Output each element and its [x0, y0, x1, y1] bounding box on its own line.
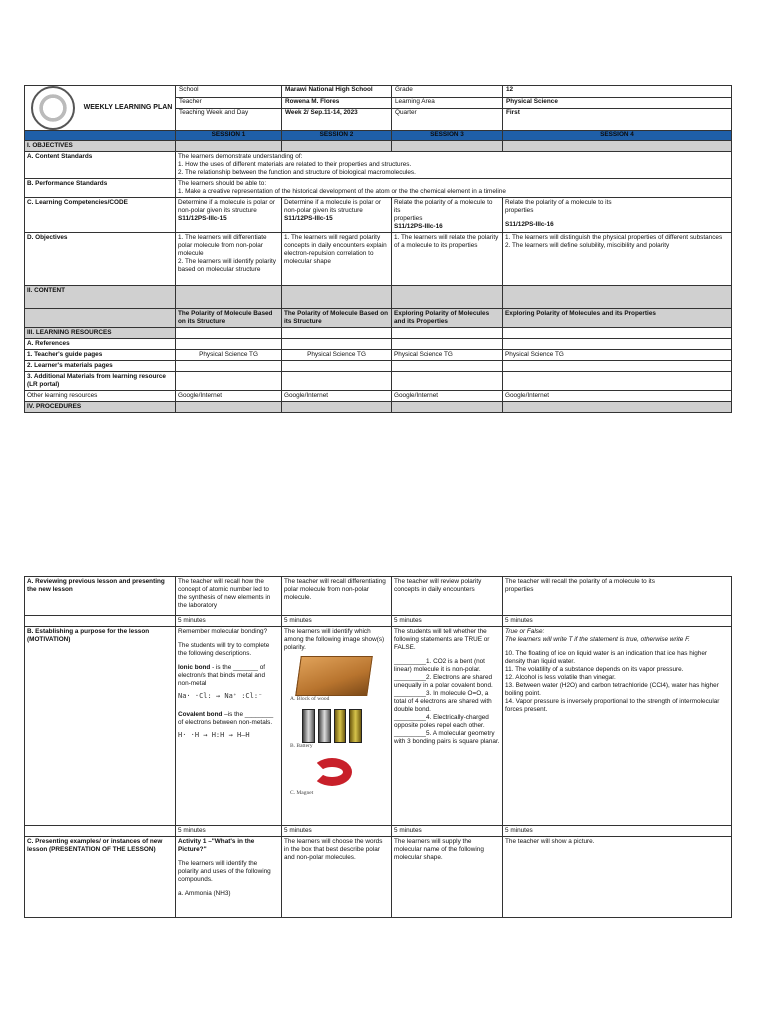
covalent-bond-equation: H· ·H → H:H → H—H [178, 730, 250, 739]
performance-standards-text: The learners should be able to: 1. Make a creative representation of the historical development of the atom or the the chemical element in a timeline [176, 179, 732, 198]
content-s3: Exploring Polarity of Molecules and its Properties [392, 309, 503, 328]
magnet-image [304, 756, 364, 790]
wood-block-image [295, 656, 373, 696]
references-label: A. References [25, 339, 176, 350]
deped-seal-icon [31, 86, 75, 130]
proc-c-s3: The learners will supply the molecular name of the following molecular shape. [392, 837, 503, 918]
tg-s1: Physical Science TG [176, 350, 282, 361]
weekly-plan-table [24, 85, 732, 413]
additional-materials-label: 3. Additional Materials from learning resource (LR portal) [25, 372, 176, 391]
proc-b-s2: The learners will identify which among the following image show(s) polarity. A. Block of wood B. Battery C. Magnet [282, 627, 392, 826]
area-value: Physical Science [503, 97, 732, 109]
session-4-header: SESSION 4 [503, 131, 732, 141]
tg-s2: Physical Science TG [282, 350, 392, 361]
minutes-a-s1: 5 minutes [176, 616, 282, 627]
grade-value: 12 [503, 86, 732, 98]
procedures-table [24, 576, 732, 918]
minutes-b-s2: 5 minutes [282, 826, 392, 837]
area-label: Learning Area [392, 97, 503, 109]
content-s1: The Polarity of Molecule Based on its Structure [176, 309, 282, 328]
teachers-guide-label: 1. Teacher's guide pages [25, 350, 176, 361]
proc-b-s1: Remember molecular bonding? The students will try to complete the following descriptions. Ionic bond - is the _______ of electron/s that binds metal and non-metal Na· ·Cl: → Na⁺ :Cl:⁻ Covalent bond –is the ________ of electrons between non-metals. H· ·H → H:H → H—H [176, 627, 282, 826]
grade-label: Grade [392, 86, 503, 98]
objective-s3: 1. The learners will relate the polarity of a molecule to its properties [392, 233, 503, 286]
plan-title: WEEKLY LEARNING PLAN [83, 103, 173, 111]
competencies-label: C. Learning Competencies/CODE [25, 198, 176, 233]
minutes-a-s2: 5 minutes [282, 616, 392, 627]
proc-b-label: B. Establishing a purpose for the lesson (MOTIVATION) [25, 627, 176, 826]
proc-b-s4: True or False: The learners will write T if the statement is true, otherwise write F. 10. The floating of ice on liquid water is an indication that ice has higher density than liquid water. 11. The volatility of a substance depends on its vapor pressure. 12. Alcohol is less volatile than vinegar. 13. Between water (H2O) and carbon tetrachloride (CCl4), water has higher boiling point. 14. Vapor pressure is inversely proportional to the strength of intermolecular forces present. [503, 627, 732, 826]
teacher-label: Teacher [176, 97, 282, 109]
school-label: School [176, 86, 282, 98]
other-s4: Google/Internet [503, 391, 732, 402]
ionic-bond-equation: Na· ·Cl: → Na⁺ :Cl:⁻ [178, 692, 263, 700]
minutes-b-s3: 5 minutes [392, 826, 503, 837]
quarter-value: First [503, 109, 732, 131]
week-value: Week 2/ Sep.11-14, 2023 [282, 109, 392, 131]
proc-c-s1: Activity 1 –"What's in the Picture?" The learners will identify the polarity and uses of the following compounds. a. Ammonia (NH3) [176, 837, 282, 918]
performance-standards-label: B. Performance Standards [25, 179, 176, 198]
magnet-caption: C. Magnet [290, 789, 314, 796]
competency-s2: Determine if a molecule is polar or non-polar given its structure S11/12PS-IIIc-15 [282, 198, 392, 233]
proc-a-s3: The teacher will review polarity concepts in daily encounters [392, 577, 503, 616]
content-section: II. CONTENT [25, 286, 176, 309]
objective-s4: 1. The learners will distinguish the physical properties of different substances 2. The learners will define solubility, miscibility and polarity [503, 233, 732, 286]
other-s3: Google/Internet [392, 391, 503, 402]
objective-s1: 1. The learners will differentiate polar molecule from non-polar molecule 2. The learners will identify polarity based on molecular structure [176, 233, 282, 286]
objectives-section: I. OBJECTIVES [25, 141, 176, 152]
objective-s2: 1. The learners will regard polarity concepts in daily encounters explain electron-repulsion correlation to molecular shape [282, 233, 392, 286]
tg-s3: Physical Science TG [392, 350, 503, 361]
minutes-a-s4: 5 minutes [503, 616, 732, 627]
content-s4: Exploring Polarity of Molecules and its Properties [503, 309, 732, 328]
minutes-a-s3: 5 minutes [392, 616, 503, 627]
battery-caption: B. Battery [290, 742, 313, 749]
week-label: Teaching Week and Day [176, 109, 282, 131]
proc-a-s2: The teacher will recall differentiating polar molecule from non-polar molecule. [282, 577, 392, 616]
other-s2: Google/Internet [282, 391, 392, 402]
objectives-label: D. Objectives [25, 233, 176, 286]
session-header-row [25, 131, 732, 141]
school-value: Marawi National High School [282, 86, 392, 98]
competency-s1: Determine if a molecule is polar or non-polar given its structure S11/12PS-IIIc-15 [176, 198, 282, 233]
procedures-section: IV. PROCEDURES [25, 402, 176, 413]
other-resources-label: Other learning resources [25, 391, 176, 402]
learners-materials-label: 2. Learner's materials pages [25, 361, 176, 372]
other-s1: Google/Internet [176, 391, 282, 402]
battery-image [302, 709, 362, 743]
session-1-header: SESSION 1 [176, 131, 282, 141]
teacher-value: Rowena M. Flores [282, 97, 392, 109]
proc-c-label: C. Presenting examples/ or instances of new lesson (PRESENTATION OF THE LESSON) [25, 837, 176, 918]
proc-a-label: A. Reviewing previous lesson and presenting the new lesson [25, 577, 176, 616]
tg-s4: Physical Science TG [503, 350, 732, 361]
competency-s3: Relate the polarity of a molecule to its properties S11/12PS-IIIc-16 [392, 198, 503, 233]
proc-a-s1: The teacher will recall how the concept of atomic number led to the synthesis of new elements in the laboratory [176, 577, 282, 616]
minutes-b-s1: 5 minutes [176, 826, 282, 837]
wood-caption: A. Block of wood [290, 696, 330, 702]
session-2-header: SESSION 2 [282, 131, 392, 141]
proc-c-s2: The learners will choose the words in the box that best describe polar and non-polar molecules. [282, 837, 392, 918]
header-logo-title [25, 86, 176, 131]
session-3-header: SESSION 3 [392, 131, 503, 141]
competency-s4: Relate the polarity of a molecule to its properties S11/12PS-IIIc-16 [503, 198, 732, 233]
content-standards-label: A. Content Standards [25, 152, 176, 179]
content-standards-text: The learners demonstrate understanding of: 1. How the uses of different materials are related to their properties and structures. 2. The relationship between the function and structure of biological macromolecules. [176, 152, 732, 179]
quarter-label: Quarter [392, 109, 503, 131]
proc-c-s4: The teacher will show a picture. [503, 837, 732, 918]
minutes-b-s4: 5 minutes [503, 826, 732, 837]
proc-b-s3: The students will tell whether the following statements are TRUE or FALSE. _________1. CO2 is a bent (not linear) molecule it is non-polar. _________2. Electrons are shared unequally in a polar covalent bond. _________3. In molecule O=O, a total of 4 electrons are shared with double bond. _________4. Electrically-charged opposite poles repel each other. _________5. A molecular geometry with 3 bonding pairs is square planar. [392, 627, 503, 826]
proc-a-s4: The teacher will recall the polarity of a molecule to its properties [503, 577, 732, 616]
content-s2: The Polarity of Molecule Based on its Structure [282, 309, 392, 328]
resources-section: III. LEARNING RESOURCES [25, 328, 176, 339]
